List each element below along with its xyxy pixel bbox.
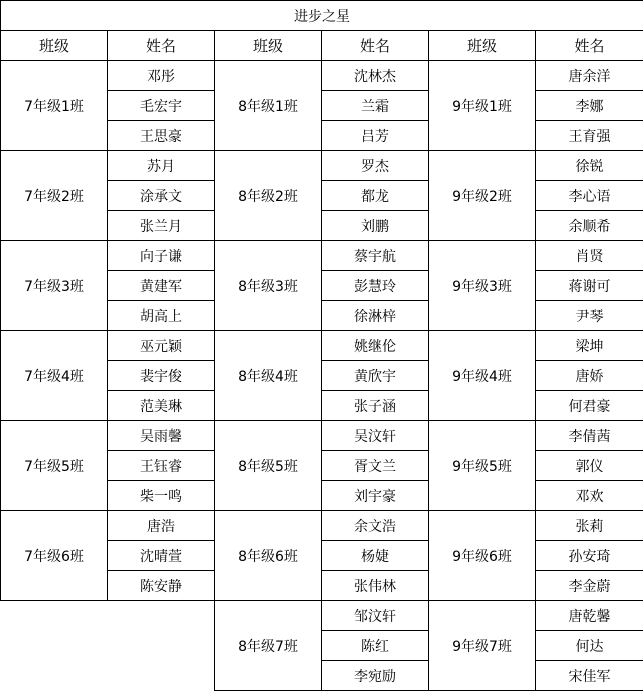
student-name-cell: 胥文兰 <box>322 451 429 481</box>
student-name-cell: 王钰睿 <box>108 451 215 481</box>
class-cell-grade-9: 9年级1班 <box>429 61 536 151</box>
student-name-cell: 陈安静 <box>108 571 215 601</box>
student-name-cell: 王思豪 <box>108 121 215 151</box>
student-name-cell: 巫元颖 <box>108 331 215 361</box>
header-name-8: 姓名 <box>322 31 429 61</box>
student-name-cell: 孙安琦 <box>536 541 643 571</box>
student-name-cell: 苏月 <box>108 151 215 181</box>
header-row <box>1 31 643 61</box>
student-name-cell: 宋佳军 <box>536 661 643 691</box>
student-name-cell: 李宛励 <box>322 661 429 691</box>
student-name-cell: 吴雨馨 <box>108 421 215 451</box>
table-row <box>1 511 643 541</box>
class-cell-grade-9: 9年级4班 <box>429 331 536 421</box>
student-name-cell: 胡高上 <box>108 301 215 331</box>
header-class-9: 班级 <box>429 31 536 61</box>
class-cell-grade-9: 9年级6班 <box>429 511 536 601</box>
student-name-cell: 唐余洋 <box>536 61 643 91</box>
student-name-cell: 都龙 <box>322 181 429 211</box>
student-name-cell: 蔡宇航 <box>322 241 429 271</box>
class-cell-grade-7: 7年级5班 <box>1 421 108 511</box>
student-name-cell: 唐乾馨 <box>536 601 643 631</box>
class-cell-grade-7: 7年级4班 <box>1 331 108 421</box>
student-name-cell: 何君豪 <box>536 391 643 421</box>
student-name-cell: 余文浩 <box>322 511 429 541</box>
student-name-cell: 李金蔚 <box>536 571 643 601</box>
student-name-cell: 杨婕 <box>322 541 429 571</box>
table-row <box>1 601 643 631</box>
student-name-cell: 彭慧玲 <box>322 271 429 301</box>
student-name-cell: 刘鹏 <box>322 211 429 241</box>
class-cell-grade-8: 8年级3班 <box>215 241 322 331</box>
student-name-cell: 邹汶轩 <box>322 601 429 631</box>
student-name-cell: 向子谦 <box>108 241 215 271</box>
student-name-cell: 吕芳 <box>322 121 429 151</box>
student-name-cell: 沈晴萱 <box>108 541 215 571</box>
table-row <box>1 151 643 181</box>
table-row <box>1 421 643 451</box>
student-name-cell: 尹琴 <box>536 301 643 331</box>
student-name-cell: 唐娇 <box>536 361 643 391</box>
student-name-cell: 柴一鸣 <box>108 481 215 511</box>
student-name-cell: 黄欣宇 <box>322 361 429 391</box>
student-name-cell: 郭仪 <box>536 451 643 481</box>
class-cell-grade-8: 8年级6班 <box>215 511 322 601</box>
student-name-cell: 陈红 <box>322 631 429 661</box>
student-name-cell: 邓欢 <box>536 481 643 511</box>
class-cell-grade-9: 9年级7班 <box>429 601 536 691</box>
class-cell-grade-7: 7年级6班 <box>1 511 108 601</box>
student-name-cell: 李娜 <box>536 91 643 121</box>
student-name-cell: 姚继伦 <box>322 331 429 361</box>
student-name-cell: 沈林杰 <box>322 61 429 91</box>
header-name-9: 姓名 <box>536 31 643 61</box>
student-name-cell: 张莉 <box>536 511 643 541</box>
class-cell-grade-8: 8年级5班 <box>215 421 322 511</box>
class-cell-grade-8: 8年级7班 <box>215 601 322 691</box>
empty-cell <box>1 601 215 691</box>
student-name-cell: 兰霜 <box>322 91 429 121</box>
class-cell-grade-9: 9年级3班 <box>429 241 536 331</box>
student-name-cell: 裴宇俊 <box>108 361 215 391</box>
student-name-cell: 梁坤 <box>536 331 643 361</box>
student-name-cell: 李心语 <box>536 181 643 211</box>
student-name-cell: 范美琳 <box>108 391 215 421</box>
student-name-cell: 唐浩 <box>108 511 215 541</box>
student-name-cell: 肖贤 <box>536 241 643 271</box>
class-cell-grade-9: 9年级5班 <box>429 421 536 511</box>
class-cell-grade-8: 8年级4班 <box>215 331 322 421</box>
class-cell-grade-8: 8年级2班 <box>215 151 322 241</box>
student-name-cell: 李倩茜 <box>536 421 643 451</box>
student-name-cell: 余顺希 <box>536 211 643 241</box>
student-name-cell: 王育强 <box>536 121 643 151</box>
student-name-cell: 毛宏宇 <box>108 91 215 121</box>
student-name-cell: 涂承文 <box>108 181 215 211</box>
header-name-7: 姓名 <box>108 31 215 61</box>
class-cell-grade-9: 9年级2班 <box>429 151 536 241</box>
student-name-cell: 蒋谢可 <box>536 271 643 301</box>
student-name-cell: 何达 <box>536 631 643 661</box>
student-name-cell: 徐淋梓 <box>322 301 429 331</box>
student-name-cell: 罗杰 <box>322 151 429 181</box>
header-class-8: 班级 <box>215 31 322 61</box>
table-row <box>1 331 643 361</box>
student-name-cell: 邓彤 <box>108 61 215 91</box>
student-name-cell: 黄建军 <box>108 271 215 301</box>
student-name-cell: 吴汶轩 <box>322 421 429 451</box>
student-name-cell: 张伟林 <box>322 571 429 601</box>
class-cell-grade-8: 8年级1班 <box>215 61 322 151</box>
student-name-cell: 张兰月 <box>108 211 215 241</box>
table-row <box>1 241 643 271</box>
student-name-cell: 刘宇豪 <box>322 481 429 511</box>
table-title: 进步之星 <box>1 1 643 31</box>
header-class-7: 班级 <box>1 31 108 61</box>
class-cell-grade-7: 7年级1班 <box>1 61 108 151</box>
student-name-cell: 张子涵 <box>322 391 429 421</box>
class-cell-grade-7: 7年级3班 <box>1 241 108 331</box>
table-row <box>1 61 643 91</box>
class-cell-grade-7: 7年级2班 <box>1 151 108 241</box>
student-name-cell: 徐锐 <box>536 151 643 181</box>
